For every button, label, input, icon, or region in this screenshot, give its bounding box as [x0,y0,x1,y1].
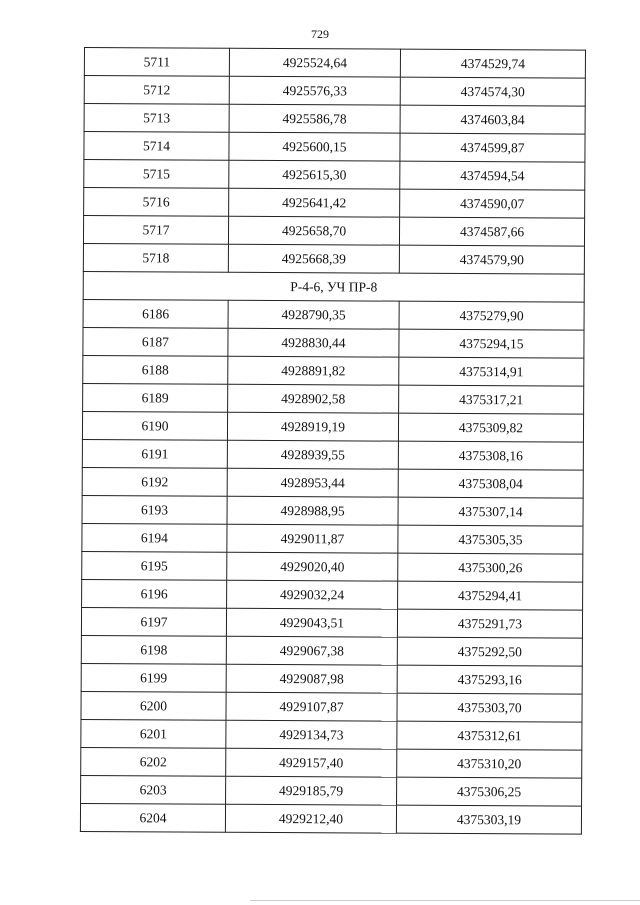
point-number-cell: 6188 [83,355,228,384]
point-number-cell: 6201 [81,719,226,748]
y-coordinate-cell: 4375293,16 [397,665,582,694]
point-number-cell: 6196 [82,579,227,608]
x-coordinate-cell: 4928891,82 [228,356,399,385]
y-coordinate-cell: 4374574,30 [400,77,585,106]
x-coordinate-cell: 4928902,58 [228,384,399,413]
x-coordinate-cell: 4929107,87 [226,692,397,721]
x-coordinate-cell: 4929157,40 [226,748,397,777]
point-number-cell: 6204 [80,803,225,832]
y-coordinate-cell: 4375294,41 [398,581,583,610]
y-coordinate-cell: 4374603,84 [400,105,585,134]
x-coordinate-cell: 4928790,35 [228,300,399,329]
table-row [81,775,582,806]
y-coordinate-cell: 4374529,74 [400,49,585,78]
section-header-row [83,271,584,302]
point-number-cell: 5718 [83,243,228,272]
x-coordinate-cell: 4929011,87 [227,524,398,553]
table-row [82,551,583,582]
table-row [83,243,584,274]
x-coordinate-cell: 4929067,38 [226,636,397,665]
x-coordinate-cell: 4929185,79 [226,776,397,805]
point-number-cell: 6191 [82,439,227,468]
table-section-top [83,48,585,275]
y-coordinate-cell: 4374587,66 [399,217,584,246]
point-number-cell: 6189 [83,383,228,412]
page-edge-line [250,900,640,901]
point-number-cell: 6199 [81,663,226,692]
table-row [84,48,585,79]
point-number-cell: 6198 [81,635,226,664]
table-section-bottom [80,299,584,834]
y-coordinate-cell: 4375308,16 [398,441,583,470]
y-coordinate-cell: 4375292,50 [397,637,582,666]
y-coordinate-cell: 4375310,20 [397,749,582,778]
point-number-cell: 5711 [84,48,229,77]
y-coordinate-cell: 4375300,26 [398,553,583,582]
point-number-cell: 6192 [82,467,227,496]
point-number-cell: 5715 [84,160,229,189]
y-coordinate-cell: 4375303,19 [396,805,581,834]
x-coordinate-cell: 4928919,19 [227,412,398,441]
table-row [83,355,584,386]
y-coordinate-cell: 4375307,14 [398,497,583,526]
x-coordinate-cell: 4929020,40 [227,552,398,581]
point-number-cell: 5713 [84,104,229,133]
table-row [81,747,582,778]
table-row [81,719,582,750]
table-row [81,635,582,666]
point-number-cell: 5716 [84,188,229,217]
table-row [82,523,583,554]
point-number-cell: 5714 [84,132,229,161]
table-row [82,467,583,498]
point-number-cell: 6203 [81,775,226,804]
x-coordinate-cell: 4928953,44 [227,468,398,497]
x-coordinate-cell: 4925524,64 [229,48,400,77]
x-coordinate-cell: 4929212,40 [225,804,396,833]
x-coordinate-cell: 4928939,55 [227,440,398,469]
point-number-cell: 6186 [83,299,228,328]
x-coordinate-cell: 4925586,78 [229,104,400,133]
y-coordinate-cell: 4375312,61 [397,721,582,750]
point-number-cell: 5712 [84,76,229,105]
table-row [83,327,584,358]
table-row [84,160,585,191]
x-coordinate-cell: 4928830,44 [228,328,399,357]
point-number-cell: 6187 [83,327,228,356]
y-coordinate-cell: 4375306,25 [397,777,582,806]
x-coordinate-cell: 4925600,15 [229,132,400,161]
point-number-cell: 6193 [82,495,227,524]
table-row [83,383,584,414]
table-row [84,188,585,219]
y-coordinate-cell: 4374590,07 [400,189,585,218]
x-coordinate-cell: 4929134,73 [226,720,397,749]
point-number-cell: 5717 [83,216,228,245]
x-coordinate-cell: 4929032,24 [227,580,398,609]
table-row [84,76,585,107]
point-number-cell: 6190 [82,411,227,440]
point-number-cell: 6197 [81,607,226,636]
y-coordinate-cell: 4375309,82 [398,413,583,442]
point-number-cell: 6195 [82,551,227,580]
section-title: Р-4-6, УЧ ПР-8 [83,271,584,302]
table-row [82,411,583,442]
x-coordinate-cell: 4925615,30 [229,160,400,189]
coordinates-table [80,47,586,835]
table-row [81,607,582,638]
table-row [81,691,582,722]
y-coordinate-cell: 4374599,87 [400,133,585,162]
point-number-cell: 6200 [81,691,226,720]
x-coordinate-cell: 4928988,95 [227,496,398,525]
x-coordinate-cell: 4929043,51 [226,608,397,637]
y-coordinate-cell: 4375305,35 [398,525,583,554]
table-row [82,579,583,610]
table-row [81,663,582,694]
y-coordinate-cell: 4375294,15 [399,329,584,358]
table-row [84,132,585,163]
x-coordinate-cell: 4925641,42 [229,188,400,217]
table-row [82,495,583,526]
point-number-cell: 6202 [81,747,226,776]
y-coordinate-cell: 4375303,70 [397,693,582,722]
y-coordinate-cell: 4375317,21 [399,385,584,414]
x-coordinate-cell: 4925658,70 [228,216,399,245]
x-coordinate-cell: 4929087,98 [226,664,397,693]
page-number: 729 [311,27,329,41]
table-row [83,216,584,247]
y-coordinate-cell: 4374594,54 [400,161,585,190]
y-coordinate-cell: 4375308,04 [398,469,583,498]
table-row [82,439,583,470]
y-coordinate-cell: 4375279,90 [399,301,584,330]
point-number-cell: 6194 [82,523,227,552]
x-coordinate-cell: 4925668,39 [228,244,399,273]
x-coordinate-cell: 4925576,33 [229,76,400,105]
table-row [84,104,585,135]
table-row [83,299,584,330]
y-coordinate-cell: 4374579,90 [399,245,584,274]
table-section-header [83,271,584,302]
y-coordinate-cell: 4375291,73 [397,609,582,638]
y-coordinate-cell: 4375314,91 [399,357,584,386]
table-row [80,803,581,834]
